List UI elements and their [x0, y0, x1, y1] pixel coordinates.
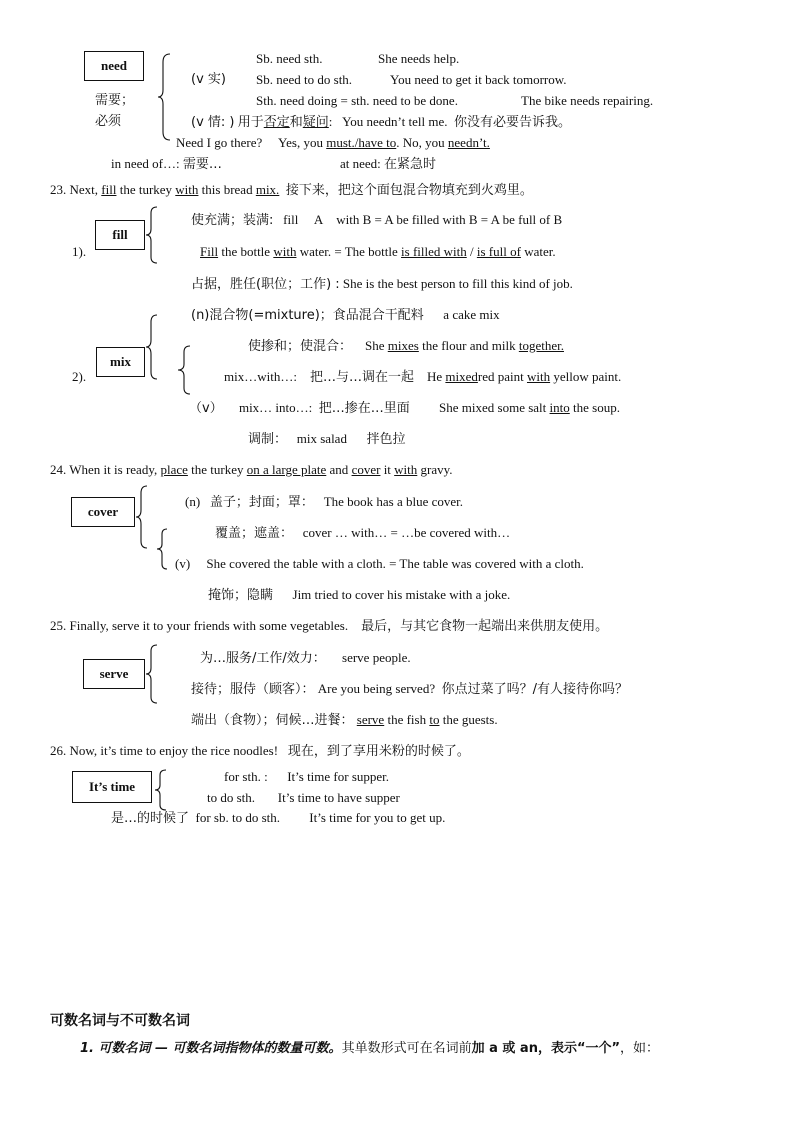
in-need-of: in need of…:: [111, 156, 180, 171]
need-line-3b: The bike needs repairing.: [521, 93, 654, 108]
need-answer-neednt: needn’t.: [447, 135, 490, 150]
need-line-2b: You need to get it back tomorrow.: [390, 72, 567, 87]
mix-example-mixes: mixes: [387, 338, 419, 353]
nouns-countable-def: 1. 可数名词 — 可数名词指物体的数量可数。: [80, 1041, 342, 1056]
cover-v-label: (v): [175, 556, 191, 571]
need-line-6a: [111, 156, 222, 173]
keyword-box-fill: fill: [95, 220, 145, 250]
serve-row-2: [191, 681, 628, 698]
need-answer-no: . No, you: [396, 135, 445, 150]
cover-row-4: [208, 587, 510, 604]
need-question: Need I go there?: [176, 135, 263, 150]
fill-meaning-2: 占据，胜任(职位；工作) :: [191, 277, 340, 292]
s23-mix: mix.: [255, 182, 280, 197]
s24-part-a: 24. When it is ready,: [50, 462, 158, 477]
fill-example-slash: /: [470, 244, 474, 259]
sentence-24: [50, 462, 453, 478]
fill-example-with: with: [273, 244, 297, 259]
need-line-2a: Sb. need to do sth.: [256, 72, 353, 87]
s24-and: and: [329, 462, 349, 477]
keyword-box-need: need: [84, 51, 144, 81]
s23-part-c: the turkey: [119, 182, 173, 197]
serve-row-1: [200, 650, 411, 667]
sentence-25: [50, 618, 608, 635]
mix-salad-cn: 拌色拉: [366, 432, 406, 447]
mix-example-together: together.: [518, 338, 564, 353]
need-usage-and: 和: [289, 115, 303, 130]
mix-meaning-n: (n)混合物(=mixture)；食品混合干配料: [191, 308, 424, 323]
fill-example-is-full-of: is full of: [476, 244, 521, 259]
fill-example-2: She is the best person to fill this kind of job.: [342, 276, 573, 291]
fill-row-3: [191, 276, 573, 293]
mix-example-he: He: [426, 369, 443, 384]
cover-n-label: (n): [185, 494, 201, 509]
fill-structure: with B = A be filled with B = A be full of B: [336, 212, 563, 227]
cover-row-1: [185, 494, 463, 511]
keyword-box-cover: cover: [71, 497, 135, 527]
its-time-row-2: [207, 790, 400, 806]
mix-example-cake: a cake mix: [443, 307, 500, 322]
s26-english: 26. Now, it’s time to enjoy the rice noodles!: [50, 743, 279, 758]
its-time-to-do: to do sth.: [207, 790, 256, 805]
s24-place: place: [160, 462, 188, 477]
mix-example-flour: the flour and milk: [422, 338, 516, 353]
nouns-paragraph-1: [80, 1040, 659, 1057]
cover-brace-inner: [157, 529, 168, 569]
need-usage-1: 用于: [237, 115, 264, 130]
need-line-1b: She needs help.: [378, 51, 460, 66]
need-example-en: You needn’t tell me.: [342, 114, 448, 129]
need-usage-colon: :: [328, 114, 333, 129]
cover-row-2: [215, 525, 510, 542]
cover-brace-outer: [136, 486, 148, 548]
mix-with-cn: 把…与…调在一起: [309, 370, 414, 385]
mix-example-red-paint: red paint: [477, 369, 524, 384]
mix-example-mixed: mixed: [445, 369, 478, 384]
serve-meaning-1: 为…服务/工作/效力：: [200, 651, 326, 666]
mix-into-structure: mix… into…:: [238, 400, 313, 415]
mix-row-3: [224, 369, 621, 386]
need-meaning-1: 需要；: [95, 93, 135, 108]
s23-fill: fill: [101, 182, 117, 197]
mix-number: 2).: [72, 369, 87, 384]
fill-number: 1).: [72, 244, 87, 259]
mix-example-with: with: [526, 369, 551, 384]
cover-example-jim: Jim tried to cover his mistake with a joke.: [292, 587, 511, 602]
cover-row-3: [175, 556, 584, 572]
s23-with: with: [175, 182, 199, 197]
s24-with: with: [394, 462, 418, 477]
mix-row-5: [248, 431, 405, 448]
s24-on-plate: on a large plate: [246, 462, 327, 477]
need-v-shi: (v 实): [191, 72, 226, 87]
need-line-3a: Sth. need doing = sth. need to be done.: [256, 93, 458, 108]
fill-example-water-end: water.: [524, 244, 556, 259]
fill-a: A: [313, 212, 324, 227]
its-time-example-have-supper: It’s time to have supper: [277, 790, 400, 805]
its-time-example-get-up: It’s time for you to get up.: [309, 810, 446, 825]
its-time-row-1: [224, 769, 389, 785]
serve-example-cn: 你点过菜了吗？/有人接待你吗？: [441, 682, 628, 697]
keyword-box-mix: mix: [96, 347, 145, 377]
its-time-for-sb: for sb. to do sth.: [195, 810, 281, 825]
serve-brace: [146, 645, 158, 703]
s24-turkey: the turkey: [191, 462, 244, 477]
mix-into-cn: 把…掺在…里面: [318, 401, 410, 416]
fill-row-2: [200, 244, 556, 260]
at-need-cn: 在紧急时: [384, 157, 437, 172]
cover-meaning-hide: 掩饰；隐瞒: [208, 588, 274, 603]
sentence-23: [50, 182, 533, 199]
nouns-countable-such-as: ，如：: [620, 1041, 660, 1056]
mix-brace-inner: [178, 346, 191, 394]
mix-v-label: （v）: [189, 401, 223, 416]
fill-row-1: [191, 212, 562, 229]
its-time-row-3: [111, 810, 445, 827]
fill-example-is-filled-with: is filled with: [401, 244, 467, 259]
its-time-brace: [155, 770, 167, 810]
cover-meaning-v1: 覆盖；遮盖：: [215, 526, 294, 541]
need-usage-negative: 否定: [263, 115, 290, 130]
mix-example-into: into: [549, 400, 570, 415]
mix-meaning-v1: 使掺和；使混合：: [248, 339, 353, 354]
nouns-countable-rule: 其单数形式可在名词前: [341, 1041, 472, 1056]
keyword-box-serve: serve: [83, 659, 145, 689]
fill-example-bottle: the bottle: [221, 244, 271, 259]
nouns-heading: 可数名词与不可数名词: [50, 1013, 190, 1029]
need-v-qing: (v 情: ): [191, 115, 235, 130]
cover-example-table: She covered the table with a cloth. = The table was covered with a cloth.: [206, 556, 584, 571]
at-need: at need:: [340, 156, 381, 171]
sentence-26: [50, 743, 470, 760]
serve-example-guests: the guests.: [442, 712, 498, 727]
need-line-1a: Sb. need sth.: [256, 51, 323, 66]
need-example-cn: 你没有必要告诉我。: [454, 115, 572, 130]
fill-meaning-1: 使充满；装满:: [191, 213, 274, 228]
serve-example-served: Are you being served?: [317, 681, 436, 696]
s24-gravy: gravy.: [420, 462, 453, 477]
fill-word: fill: [283, 212, 299, 227]
need-line-5: [176, 135, 490, 151]
mix-example-salt: She mixed some salt: [439, 400, 547, 415]
its-time-example-supper: It’s time for supper.: [287, 769, 390, 784]
keyword-box-its-time: It’s time: [72, 771, 152, 803]
need-answer-yes: Yes, you: [278, 135, 323, 150]
mix-row-4: [189, 400, 620, 417]
s25-english: 25. Finally, serve it to your friends with some vegetables.: [50, 618, 349, 633]
serve-meaning-3: 端出（食物）；伺候…进餐：: [191, 713, 354, 728]
mix-salad: mix salad: [296, 431, 347, 446]
serve-example-fish: the fish: [387, 712, 427, 727]
s25-translation: 最后，与其它食物一起端出来供朋友使用。: [361, 619, 609, 634]
need-answer-must: must./have to: [326, 135, 397, 150]
fill-brace: [146, 207, 158, 263]
cover-structure: cover … with… = …be covered with…: [302, 525, 511, 540]
nouns-countable-article: 加 a 或 an，表示“一个”: [471, 1041, 621, 1056]
mix-with-structure: mix…with…:: [224, 369, 297, 384]
need-brace: [158, 54, 172, 140]
serve-row-3: [191, 712, 498, 729]
s26-translation: 现在，到了享用米粉的时候了。: [287, 744, 470, 759]
mix-brace-outer: [146, 315, 158, 379]
s23-part-a: 23. Next,: [50, 182, 99, 197]
mix-example-yellow: yellow paint.: [553, 369, 622, 384]
its-time-meaning: 是…的时候了: [111, 811, 190, 826]
need-usage-question: 疑问: [302, 115, 329, 130]
serve-example-serve: serve: [356, 712, 385, 727]
s23-part-e: this bread: [201, 182, 253, 197]
fill-example-fill: Fill: [200, 244, 219, 259]
mix-row-1: [191, 307, 500, 324]
serve-example-to: to: [429, 712, 440, 727]
fill-example-water: water. = The bottle: [299, 244, 398, 259]
need-meaning-2: 必须: [95, 114, 122, 129]
serve-meaning-2: 接待；服侍（顾客）：: [191, 682, 315, 697]
mix-example-soup: the soup.: [573, 400, 620, 415]
cover-meaning-n: 盖子；封面；罩：: [209, 495, 314, 510]
s24-cover: cover: [351, 462, 381, 477]
in-need-of-cn: 需要…: [182, 157, 222, 172]
s24-it: it: [383, 462, 391, 477]
need-line-4: [191, 114, 571, 131]
serve-example-people: serve people.: [342, 650, 411, 665]
need-line-6b: [340, 156, 436, 173]
mix-example-she: She: [365, 338, 385, 353]
mix-meaning-prepare: 调制：: [248, 432, 288, 447]
cover-example-book: The book has a blue cover.: [323, 494, 464, 509]
mix-row-2: [248, 338, 564, 355]
s23-translation: 接下来，把这个面包混合物填充到火鸡里。: [285, 183, 533, 198]
its-time-for-sth: for sth. :: [224, 769, 268, 784]
